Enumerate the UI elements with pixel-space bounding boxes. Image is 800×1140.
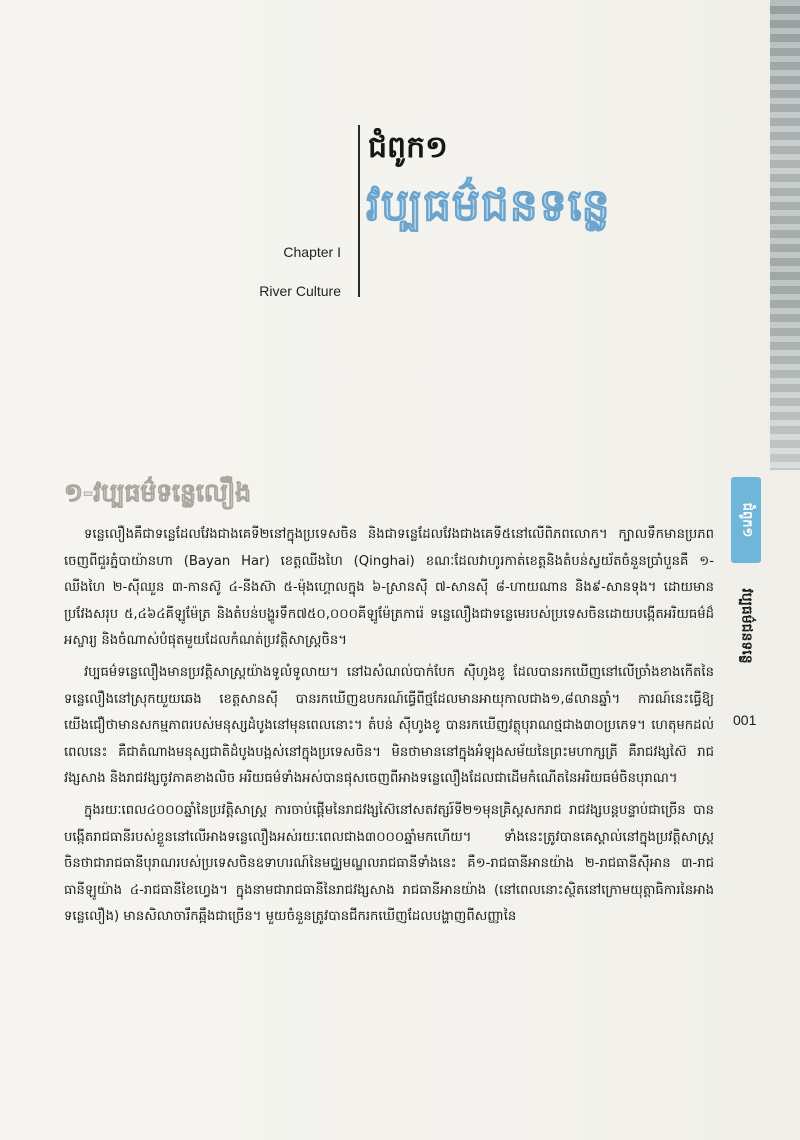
body-text — [64, 522, 714, 936]
chapter-divider-line — [358, 125, 360, 297]
chapter-side-tab-label: ជំពូក១ — [739, 502, 755, 538]
photo-strip — [770, 0, 800, 470]
paragraph-1: ទន្លេលឿងគឺជាទន្លេដែលវែងជាងគេទី២នៅក្នុងប្រទេសចិន និងជាទន្លេដែលវែងជាងគេទី៥នៅលើពិភពលោក។ ក្បាលទឹកមានប្រភពចេញពីជួរភ្នំបាយ៉ានហា (Bayan Har) ខេត្តឈីងហៃ (Qinghai) ខណៈដែលវាហូរកាត់ខេត្តនិងតំបន់ស្វយ័តចំនួនប្រាំបួនគឺ ១-ឈីងហៃ ២-ស៊ីឈួន ៣-កានស៊ូ ៤-នីងស៊ា ៥-ម៉ុងហ្គោលក្នុង ៦-ស្រានស៊ី ៧-សានស៊ី ៨-ហាយណាន និង៩-សានទុង។ ដោយមានប្រវែងសរុប ៥,៤៦៤គីឡូម៉ែត្រ និងតំបន់បង្ហូរទឹក៧៥០,០០០គីឡូម៉ែត្រការ៉េ ទន្លេលឿងជាទន្លេមេរបស់ប្រទេសចិនដោយបង្កើតអរិយធម៌ដ៏អស្ចារ្យ និងចំណាស់បំផុតមួយដែលកំណត់ប្រវត្តិសាស្ត្រចិន។ — [64, 527, 714, 649]
chapter-label-english: Chapter I — [283, 244, 341, 260]
section-title: ១-វប្បធម៌ទន្លេលឿង — [64, 478, 252, 507]
paragraph-3: ក្នុងរយៈពេល៤០០០ឆ្នាំនៃប្រវត្តិសាស្ត្រ ការចាប់ផ្ដើមនៃរាជវង្សស៊ៃនៅសតវត្សរ៍ទី២១មុនគ្រិស្តសករាជ រាជវង្សបន្តបន្ទាប់ជាច្រើន បានបង្កើតរាជធានីរបស់ខ្លួននៅលើអាងទន្លេលឿងអស់រយៈពេលជាង៣០០០ឆ្នាំមកហើយ។ ទាំងនេះត្រូវបានគេស្គាល់នៅក្នុងប្រវត្តិសាស្ត្រចិនថាជារាជធានីបុរាណរបស់ប្រទេសចិនឧទាហរណ៍នៃមជ្ឈមណ្ឌលរាជធានីទាំងនេះ គឺ១-រាជធានីអានយ៉ាង ២-រាជធានីស៊ីអាន ៣-រាជធានីឡូយ៉ាង ៤-រាជធានីខៃហ្វេង។ ក្នុងនាមជារាជធានីនៃរាជវង្សសាង រាជធានីអានយ៉ាង (នៅពេលនោះស្ថិតនៅក្រោមយុត្តាធិការនៃអាងទន្លេលឿង) មានសិលាចារឹកឆ្អឹងជាច្រើន។ មួយចំនួនត្រូវបានជីករកឃើញដែលបង្ហាញពីសញ្ញានៃ — [64, 802, 714, 925]
chapter-label-khmer: ជំពូក១ — [368, 130, 448, 165]
chapter-title-khmer: វប្បធម៌ជនទន្លេ — [366, 180, 611, 231]
paragraph-2: វប្បធម៌ទន្លេលឿងមានប្រវត្តិសាស្ត្រយ៉ាងទូលំទូលាយ។ នៅឯសំណល់បាក់បែក ស៊ីហូងខូ ដែលបានរកឃើញនៅលើច្រាំងខាងកើតនៃទន្លេលឿងនៅស្រុកយួយឆេង ខេត្តសានស៊ី បានរកឃើញឧបករណ៍ធ្វើពីថ្មដែលមានអាយុកាលជាង១,៨លានឆ្នាំ។ ការណ៍នេះធ្វើឱ្យយើងជឿថាមានសកម្មភាពរបស់មនុស្សដំបូងនៅមុនពេលនោះ។ តំបន់ ស៊ីហូងខូ បានរកឃើញវត្ថុបុរាណថ្មជាង៣០ប្រភេទ។ ហេតុមកដល់ពេលនេះ គឺជាតំណាងមនុស្សជាតិដំបូងបង្អស់នៅក្នុងប្រទេសចិន។ មិនថាមាននៅក្នុងអំឡុងសម័យនៃព្រះមហាក្សត្រី គឺរាជវង្សស៊ៃ រាជវង្សសាង និងរាជវង្សចូវភាគខាងលិច អរិយធម៌ទាំងអស់បានផុសចេញពីអាងទន្លេលឿងដែលជាដើមកំណើតនៃអរិយធម៌ចិនបុរាណ។ — [64, 664, 714, 787]
page-number: 001 — [733, 712, 757, 728]
chapter-title-english: River Culture — [259, 283, 341, 299]
running-header — [734, 566, 758, 686]
chapter-side-tab — [731, 477, 761, 563]
running-header-label: វប្បធម៌ជនទន្លេ — [738, 588, 755, 664]
